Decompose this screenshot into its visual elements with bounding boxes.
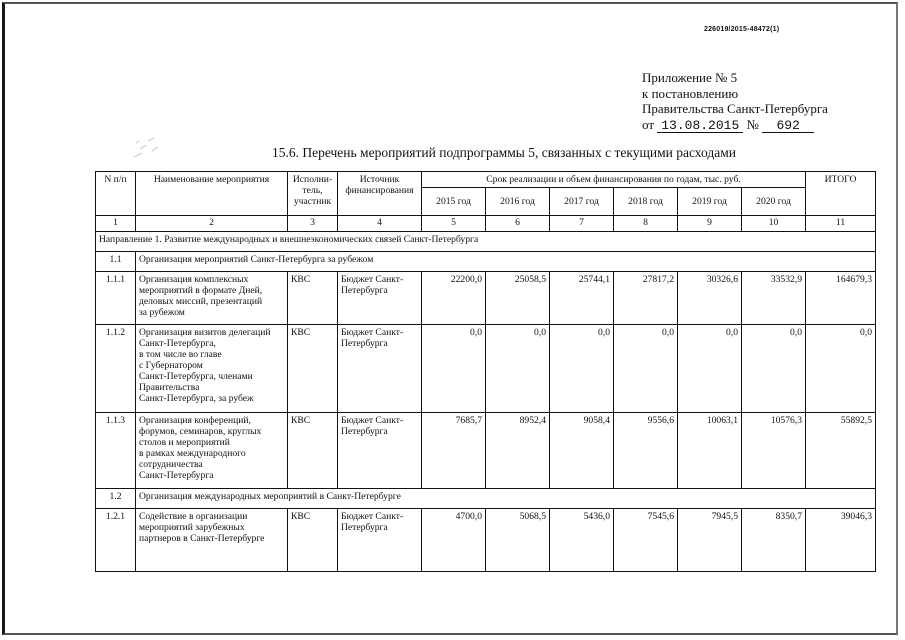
value-2017: 5436,0 <box>550 509 614 572</box>
header-name: Наименование мероприятия <box>136 172 288 216</box>
header-year-2015: 2015 год <box>422 188 486 216</box>
value-total: 164679,3 <box>806 272 876 325</box>
direction-row <box>96 232 876 252</box>
column-number: 6 <box>486 216 550 232</box>
value-2018: 7545,6 <box>614 509 678 572</box>
row-source: Бюджет Санкт- Петербурга <box>338 413 422 489</box>
value-2016: 8952,4 <box>486 413 550 489</box>
column-number: 1 <box>96 216 136 232</box>
number-label: № <box>746 116 759 132</box>
column-number: 4 <box>338 216 422 232</box>
document-heading: 15.6. Перечень мероприятий подпрограммы 5, связанных с текущими расходами <box>272 145 737 160</box>
row-source: Бюджет Санкт- Петербурга <box>338 325 422 413</box>
value-total: 39046,3 <box>806 509 876 572</box>
value-2018: 0,0 <box>614 325 678 413</box>
row-executor: КВС <box>288 413 338 489</box>
direction-title: Направление 1. Развитие международных и внешнеэкономических связей Санкт-Петербурга <box>96 232 876 252</box>
value-2015: 0,0 <box>422 325 486 413</box>
row-name: Содействие в организации мероприятий зарубежных партнеров в Санкт-Петербурге <box>136 509 288 572</box>
value-2015: 7685,7 <box>422 413 486 489</box>
value-2020: 33532,9 <box>742 272 806 325</box>
header-year-2016: 2016 год <box>486 188 550 216</box>
row-executor: КВС <box>288 325 338 413</box>
column-number: 5 <box>422 216 486 232</box>
row-name: Организация конференций, форумов, семинаров, круглых столов и мероприятий в рамках международного сотрудничества Санкт-Петербурга <box>136 413 288 489</box>
value-2019: 7945,5 <box>678 509 742 572</box>
table-row <box>96 413 876 489</box>
faint-stamp-mark <box>130 135 166 161</box>
value-2016: 5068,5 <box>486 509 550 572</box>
value-2019: 10063,1 <box>678 413 742 489</box>
header-period-group: Срок реализации и объем финансирования по годам, тыс. руб. <box>422 172 806 188</box>
appendix-block <box>642 70 828 133</box>
header-row-1 <box>96 172 876 188</box>
header-total: ИТОГО <box>806 172 876 216</box>
value-2018: 9556,6 <box>614 413 678 489</box>
appendix-line-1: Приложение № 5 <box>642 70 738 85</box>
column-number: 11 <box>806 216 876 232</box>
header-num: N п/п <box>96 172 136 216</box>
column-number: 9 <box>678 216 742 232</box>
from-label: от <box>642 116 655 132</box>
value-2019: 0,0 <box>678 325 742 413</box>
row-executor: КВС <box>288 509 338 572</box>
column-number: 2 <box>136 216 288 232</box>
subsection-row <box>96 489 876 509</box>
column-number: 8 <box>614 216 678 232</box>
value-2016: 25058,5 <box>486 272 550 325</box>
value-total: 0,0 <box>806 325 876 413</box>
value-2020: 10576,3 <box>742 413 806 489</box>
column-number: 3 <box>288 216 338 232</box>
appendix-date-line <box>642 117 828 133</box>
value-2015: 4700,0 <box>422 509 486 572</box>
value-2020: 8350,7 <box>742 509 806 572</box>
header-year-2017: 2017 год <box>550 188 614 216</box>
table-row <box>96 325 876 413</box>
row-executor: КВС <box>288 272 338 325</box>
column-number: 10 <box>742 216 806 232</box>
header-year-2018: 2018 год <box>614 188 678 216</box>
header-source: Источник финансирования <box>338 172 422 216</box>
appendix-line-3: Правительства Санкт-Петербурга <box>642 101 828 116</box>
row-name: Организация визитов делегаций Санкт-Петербурга, в том числе во главе с Губернатором Санкт-Петербурга, членами Правительства Санкт-Петербурга, за рубеж <box>136 325 288 413</box>
header-executor: Исполни- тель, участник <box>288 172 338 216</box>
column-number-row <box>96 216 876 232</box>
value-2017: 25744,1 <box>550 272 614 325</box>
header-year-2020: 2020 год <box>742 188 806 216</box>
row-num: 1.1.1 <box>96 272 136 325</box>
value-2018: 27817,2 <box>614 272 678 325</box>
column-number: 7 <box>550 216 614 232</box>
registration-number: 226019/2015-48472(1) <box>704 26 780 33</box>
value-2016: 0,0 <box>486 325 550 413</box>
table-row <box>96 272 876 325</box>
value-2020: 0,0 <box>742 325 806 413</box>
table-row <box>96 509 876 572</box>
value-2017: 9058,4 <box>550 413 614 489</box>
activities-table <box>95 171 876 572</box>
row-name: Организация комплексных мероприятий в формате Дней, деловых миссий, презентаций за рубежом <box>136 272 288 325</box>
row-num: 1.1.2 <box>96 325 136 413</box>
resolution-date: 13.08.2015 <box>657 120 743 133</box>
value-2017: 0,0 <box>550 325 614 413</box>
row-source: Бюджет Санкт- Петербурга <box>338 272 422 325</box>
row-num: 1.1.3 <box>96 413 136 489</box>
subsection-row <box>96 252 876 272</box>
resolution-number: 692 <box>762 120 814 133</box>
row-source: Бюджет Санкт- Петербурга <box>338 509 422 572</box>
row-num: 1.2.1 <box>96 509 136 572</box>
subsection-title: Организация международных мероприятий в Санкт-Петербурге <box>136 489 876 509</box>
value-2019: 30326,6 <box>678 272 742 325</box>
subsection-title: Организация мероприятий Санкт-Петербурга за рубежом <box>136 252 876 272</box>
subsection-num: 1.1 <box>96 252 136 272</box>
appendix-line-2: к постановлению <box>642 85 739 101</box>
subsection-num: 1.2 <box>96 489 136 509</box>
header-year-2019: 2019 год <box>678 188 742 216</box>
value-total: 55892,5 <box>806 413 876 489</box>
value-2015: 22200,0 <box>422 272 486 325</box>
